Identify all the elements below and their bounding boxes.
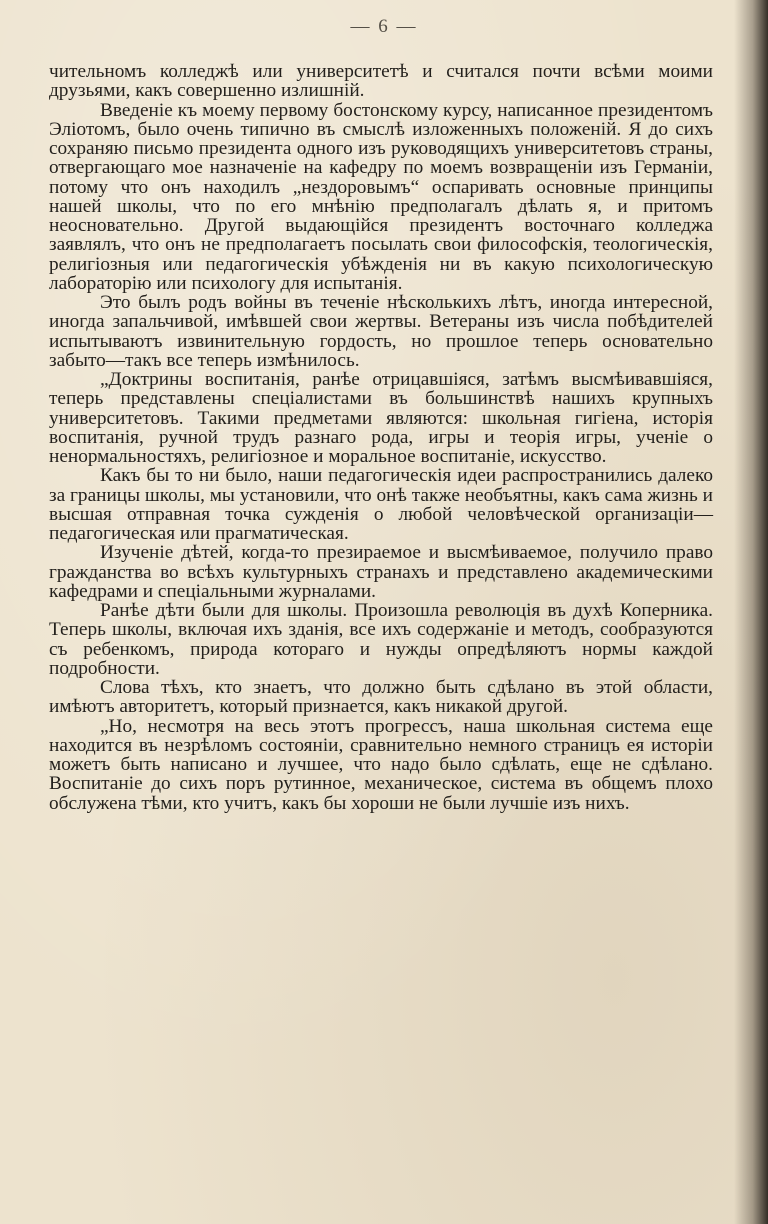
paragraph: Слова тѣхъ, кто знаетъ, что должно быть сдѣлано въ этой области, имѣютъ авторитетъ, который признается, какъ никакой другой.	[49, 677, 713, 718]
paragraph: Изученіе дѣтей, когда-то презираемое и высмѣиваемое, получило право гражданства во всѣхъ культурныхъ странахъ и представлено академическими кафедрами и спеціальными журналами.	[49, 542, 713, 602]
body-text	[49, 62, 713, 813]
paragraph-continuation: чительномъ колледжѣ или университетѣ и считался почти всѣми моими друзьями, какъ совершенно излишній.	[49, 61, 713, 102]
paragraph: Введеніе къ моему первому бостонскому курсу, написанное президентомъ Элiотомъ, было очень типично въ смыслѣ изложенныхъ положеній. Я до сихъ сохраняю письмо президента одного изъ руководящихъ университетовъ страны, отвергающаго мое назначеніе на кафедру по моемъ возвращеніи изъ Германіи, потому что онъ находилъ „нездоровымъ“ оспаривать основные принципы нашей школы, что по его мнѣнію предполагалъ дѣлать я, и притомъ неосновательно. Другой выдающійся президентъ восточнаго колледжа заявлялъ, что онъ не предполагаетъ посылать свои философскія, теологическія, религіозныя или педагогическія убѣжденія ни въ какую психологическую лабораторію или психологу для испытанія.	[49, 99, 713, 294]
paragraph: Какъ бы то ни было, наши педагогическія идеи распространились далеко за границы школы, мы установили, что онѣ также необъятны, какъ сама жизнь и высшая отправная точка сужденія о любой человѣческой организаціи—педагогическая или прагматическая.	[49, 465, 713, 544]
paragraph: Это былъ родъ войны въ теченіе нѣсколькихъ лѣтъ, иногда интересной, иногда запальчивой, имѣвшей свои жертвы. Ветераны изъ числа побѣдителей испытываютъ извинительную гордость, но прошлое теперь основательно забыто—такъ все теперь измѣнилось.	[49, 292, 713, 371]
paragraph: Ранѣе дѣти были для школы. Произошла революція въ духѣ Коперника. Теперь школы, включая ихъ зданія, все ихъ содержаніе и методъ, сообразуются съ ребенкомъ, природа котораго и нужды опредѣляютъ нормы каждой подробности.	[49, 600, 713, 679]
paragraph: „Доктрины воспитанія, ранѣе отрицавшіяся, затѣмъ высмѣивавшіяся, теперь представлены спеціалистами въ большинствѣ нашихъ крупныхъ университетовъ. Такими предметами являются: школьная гигіена, исторія воспитанія, ручной трудъ разнаго рода, игры и теорія игры, ученіе о ненормальностяхъ, религіозное и моральное воспитаніе, искусство.	[49, 369, 713, 467]
page-edge-shadow	[734, 0, 768, 1224]
paragraph: „Но, несмотря на весь этотъ прогрессъ, наша школьная система еще находится въ незрѣломъ состояніи, сравнительно немного страницъ ея исторіи можетъ быть написано и лучшее, что надо было сдѣлать, еще не сдѣлано. Воспитаніе до сихъ поръ рутинное, механическое, система въ общемъ плохо обслужена тѣми, кто учитъ, какъ бы хороши не были лучшіе изъ нихъ.	[49, 715, 713, 814]
page-number: — 6 —	[350, 16, 418, 37]
